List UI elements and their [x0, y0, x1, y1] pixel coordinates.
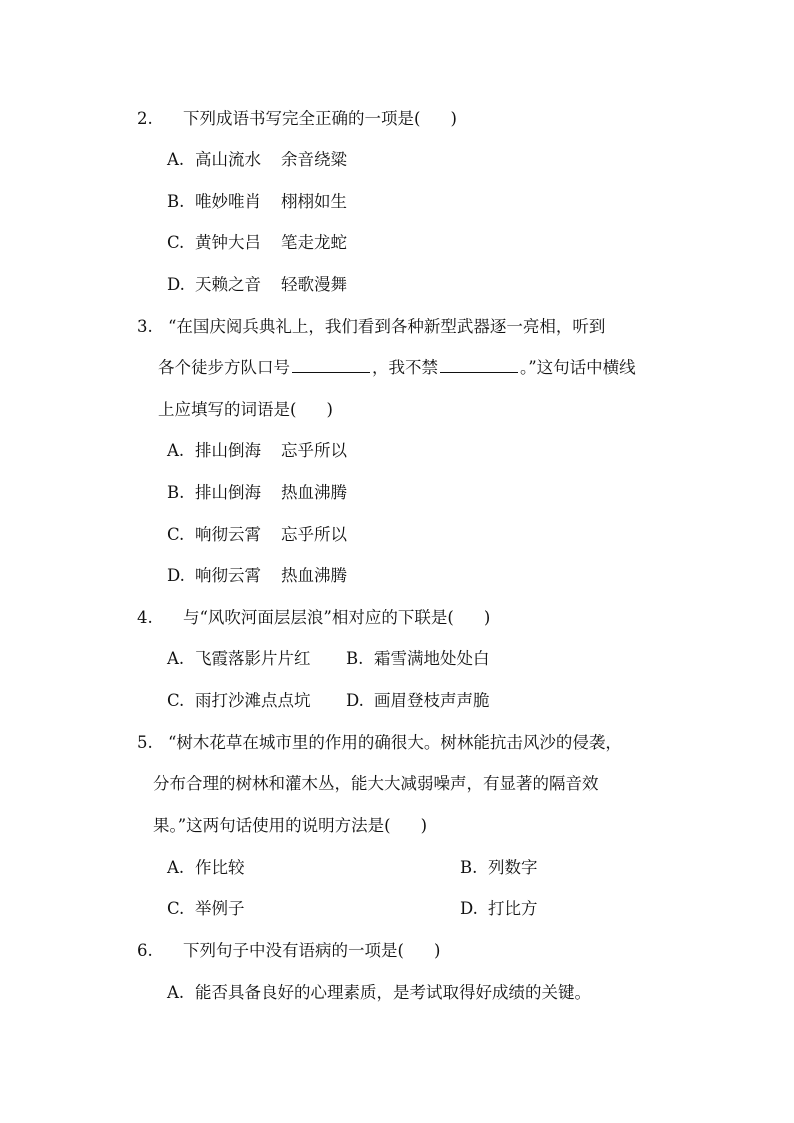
option-a: [167, 982, 591, 1004]
option-letter: C.: [167, 525, 185, 544]
stem-text: 。”这句话中横线: [520, 358, 636, 377]
question-stem-line-3: [153, 815, 427, 837]
question-stem-line-3: [158, 399, 333, 421]
option-text: 响彻云霄: [195, 525, 261, 544]
answer-blank: [292, 358, 370, 373]
option-text: 作比较: [195, 858, 245, 877]
stem-text: 果。”这两句话使用的说明方法是(: [153, 816, 391, 835]
option-text: 轻歌漫舞: [281, 275, 347, 294]
option-a: [167, 440, 347, 462]
stem-text: ，我不禁: [372, 358, 438, 377]
stem-close-paren: ): [420, 816, 428, 835]
answer-blank: [440, 358, 518, 373]
option-b: [346, 648, 490, 670]
question-number: 6.: [137, 941, 153, 960]
option-c: [167, 898, 245, 920]
option-text: 排山倒海: [195, 441, 261, 460]
option-a: [167, 857, 245, 879]
question-number: 2.: [137, 109, 153, 128]
option-letter: C.: [167, 691, 185, 710]
option-letter: B.: [167, 483, 185, 502]
option-letter: A.: [167, 858, 185, 877]
option-text: 雨打沙滩点点坑: [195, 691, 311, 710]
option-letter: A.: [167, 983, 185, 1002]
option-text: 天赖之音: [195, 275, 261, 294]
option-d: [167, 565, 347, 587]
option-letter: D.: [167, 566, 185, 585]
question-stem: [183, 607, 490, 629]
stem-text: 下列句子中没有语病的一项是(: [183, 941, 404, 960]
question-number: 4.: [137, 608, 153, 627]
option-text: 举例子: [195, 899, 245, 918]
option-text: 笔走龙蛇: [281, 233, 347, 252]
option-text: 飞霞落影片片红: [195, 649, 311, 668]
question-stem-line-2: [158, 357, 636, 379]
option-c: [167, 690, 311, 712]
question-stem: [183, 940, 440, 962]
option-c: [167, 524, 347, 546]
option-letter: B.: [167, 192, 185, 211]
question-stem-line-1: “树木花草在城市里的作用的确很大。树林能抗击风沙的侵袭，: [168, 733, 622, 752]
option-letter: B.: [460, 858, 478, 877]
question-number: 3.: [137, 317, 153, 336]
stem-text: 与“风吹河面层层浪”相对应的下联是(: [183, 608, 454, 627]
question-number: 5.: [137, 733, 153, 752]
option-text: 霜雪满地处处白: [374, 649, 490, 668]
option-text: 能否具备良好的心理素质，是考试取得好成绩的关键。: [195, 983, 591, 1002]
option-text: 忘乎所以: [281, 525, 347, 544]
stem-text: 上应填写的词语是(: [158, 400, 297, 419]
option-text: 排山倒海: [195, 483, 261, 502]
stem-close-paren: ): [483, 608, 491, 627]
option-letter: D.: [460, 899, 478, 918]
option-text: 热血沸腾: [281, 566, 347, 585]
stem-close-paren: ): [433, 941, 441, 960]
option-row-ab: [167, 648, 311, 670]
option-b: [167, 191, 347, 213]
option-text: 余音绕粱: [281, 150, 347, 169]
option-d: [346, 690, 490, 712]
option-c: [167, 232, 347, 254]
option-b: [167, 482, 347, 504]
option-text: 唯妙唯肖: [195, 192, 261, 211]
option-letter: B.: [346, 649, 364, 668]
option-letter: A.: [167, 441, 185, 460]
question-stem-line-2: 分布合理的树林和灌木丛，能大大减弱噪声，有显著的隔音效: [153, 774, 599, 793]
option-letter: A.: [167, 649, 185, 668]
option-text: 响彻云霄: [195, 566, 261, 585]
stem-text: 下列成语书写完全正确的一项是(: [183, 109, 421, 128]
option-d: [167, 274, 347, 296]
option-text: 列数字: [488, 858, 538, 877]
option-letter: C.: [167, 899, 185, 918]
stem-text: 各个徒步方队口号: [158, 358, 290, 377]
question-stem-line-1: “在国庆阅兵典礼上，我们看到各种新型武器逐一亮相，听到: [168, 317, 606, 336]
stem-close-paren: ): [450, 109, 457, 128]
stem-close-paren: ): [326, 400, 333, 419]
option-text: 栩栩如生: [281, 192, 347, 211]
option-text: 高山流水: [195, 150, 261, 169]
option-text: 热血沸腾: [281, 483, 347, 502]
option-text: 黄钟大吕: [195, 233, 261, 252]
option-text: 忘乎所以: [281, 441, 347, 460]
option-a: [167, 149, 347, 171]
option-letter: C.: [167, 233, 185, 252]
option-letter: D.: [167, 275, 185, 294]
option-d: [460, 898, 538, 920]
question-stem: [183, 108, 457, 130]
option-text: 画眉登枝声声脆: [374, 691, 490, 710]
option-b: [460, 857, 538, 879]
option-letter: D.: [346, 691, 364, 710]
option-letter: A.: [167, 150, 185, 169]
option-text: 打比方: [488, 899, 538, 918]
